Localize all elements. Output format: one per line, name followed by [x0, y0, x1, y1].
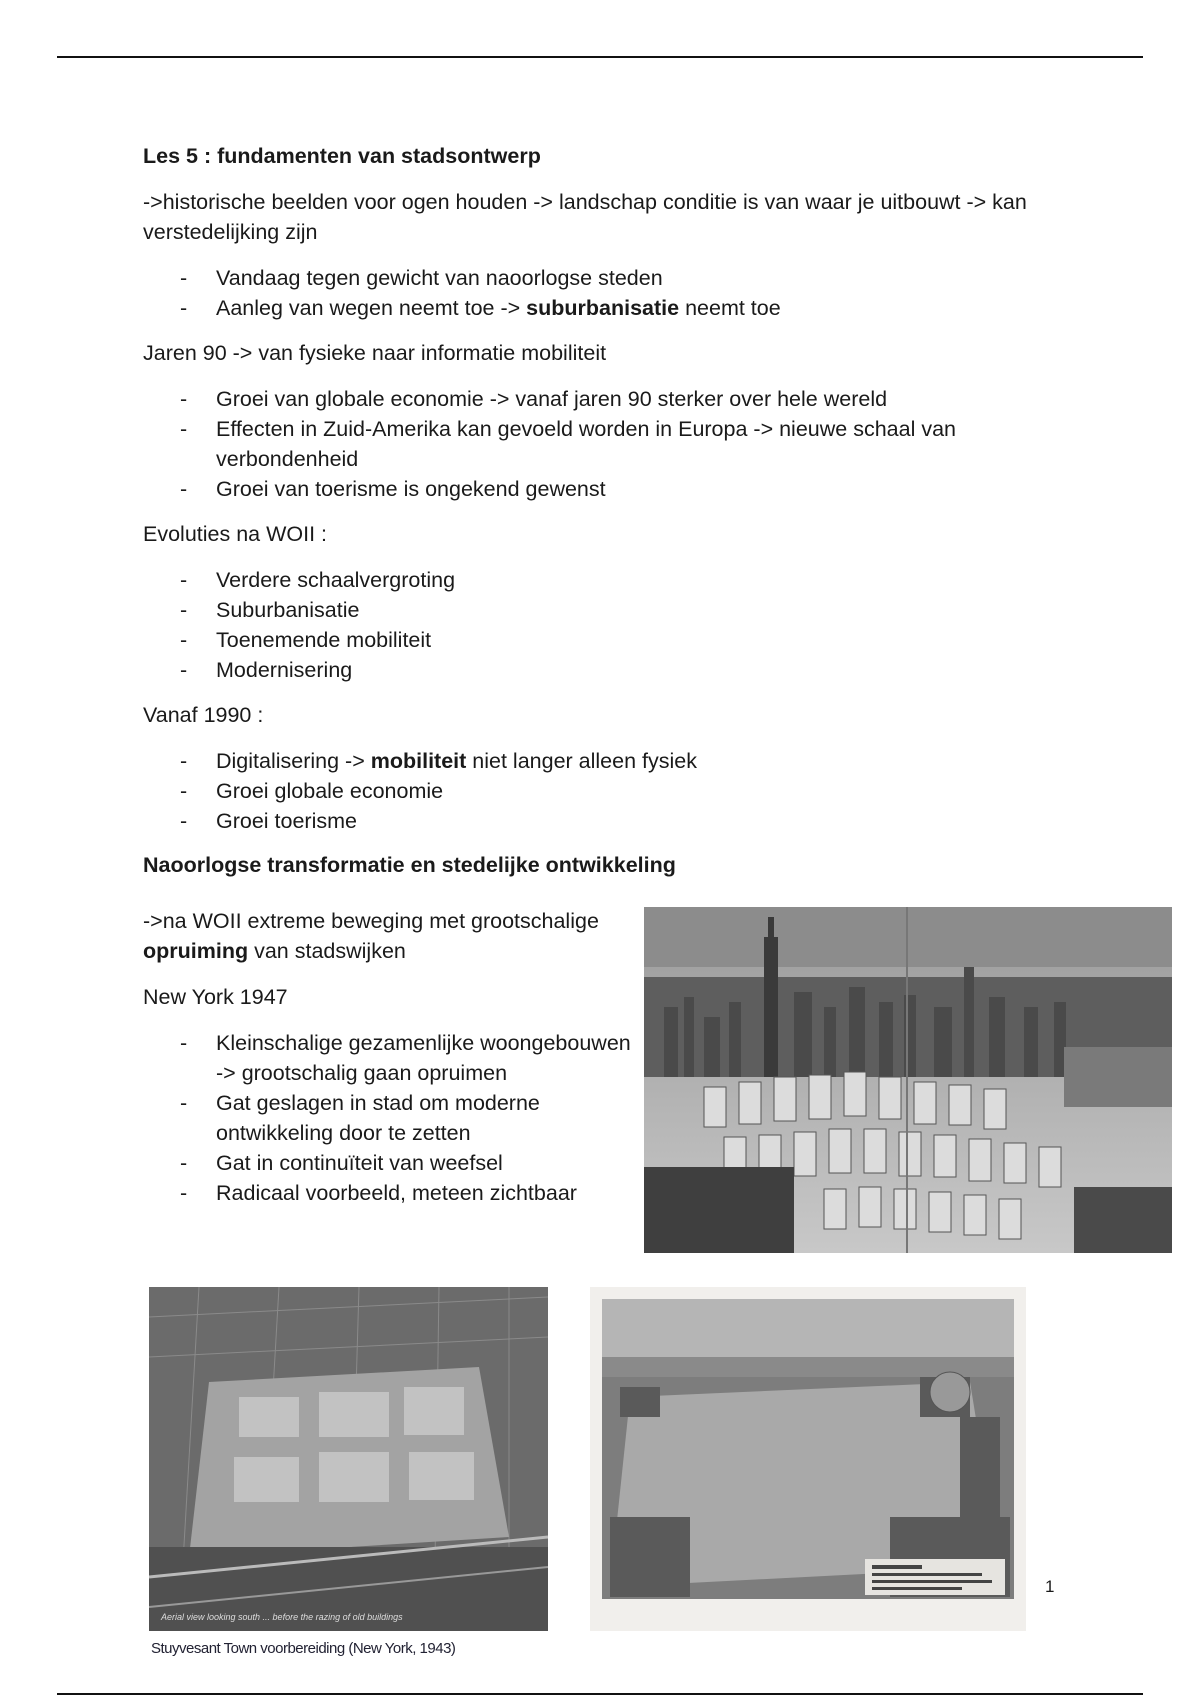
list-item: - Verdere schaalvergroting [143, 565, 1073, 595]
list-item: - Toenemende mobiliteit [143, 625, 1073, 655]
bold-term: suburbanisatie [526, 296, 680, 320]
list-item: - Groei globale economie [143, 776, 1073, 806]
list-item: - Digitalisering -> mobiliteit niet langer alleen fysiek [143, 746, 1073, 776]
stuyvesant-aerial-photo [590, 1287, 1026, 1631]
jaren90-paragraph: Jaren 90 -> van fysieke naar informatie mobiliteit [143, 341, 607, 365]
bold-term: mobiliteit [370, 749, 467, 773]
list-3 [143, 565, 1073, 685]
page-title: Les 5 : fundamenten van stadsontwerp [143, 144, 541, 168]
header-rule [57, 56, 1143, 58]
photo-inline-caption: Aerial view looking south ... before the razing of old buildings [161, 1612, 403, 1622]
list-4 [143, 746, 1073, 836]
list-1 [143, 263, 1073, 323]
intro-paragraph: ->historische beelden voor ogen houden -> landschap conditie is van waar je uitbouwt -> kan verstedelijking zijn [143, 190, 1027, 244]
vanaf1990-heading: Vanaf 1990 : [143, 703, 264, 727]
text-block-top [143, 141, 1073, 880]
list-5 [143, 1028, 633, 1208]
list-item: - Gat in continuïteit van weefsel [143, 1148, 633, 1178]
cleared-site-aerial-photo [149, 1287, 548, 1631]
list-item: - Groei van toerisme is ongekend gewenst [143, 474, 1073, 504]
newyork-heading: New York 1947 [143, 985, 288, 1009]
list-item: - Groei van globale economie -> vanaf jaren 90 sterker over hele wereld [143, 384, 1073, 414]
list-item: - Groei toerisme [143, 806, 1073, 836]
page-number: 1 [1045, 1577, 1055, 1596]
list-item: - Aanleg van wegen neemt toe -> suburbanisatie neemt toe [143, 293, 1073, 323]
evoluties-heading: Evoluties na WOII : [143, 522, 328, 546]
list-item: - Modernisering [143, 655, 1073, 685]
manhattan-aerial-photo [644, 907, 1172, 1253]
text-block-left [143, 906, 633, 1208]
bold-term: opruiming [143, 939, 249, 963]
list-2 [143, 384, 1073, 504]
list-item: - Suburbanisatie [143, 595, 1073, 625]
list-item: - Kleinschalige gezamenlijke woongebouwen -> grootschalig gaan opruimen [143, 1028, 633, 1088]
list-item: - Gat geslagen in stad om moderne ontwikkeling door te zetten [143, 1088, 633, 1148]
list-item: - Vandaag tegen gewicht van naoorlogse steden [143, 263, 1073, 293]
list-item: - Radicaal voorbeeld, meteen zichtbaar [143, 1178, 633, 1208]
woii-paragraph: ->na WOII extreme beweging met grootschalige opruiming van stadswijken [143, 909, 599, 963]
photo-caption: Stuyvesant Town voorbereiding (New York, 1943) [151, 1640, 456, 1657]
section-heading: Naoorlogse transformatie en stedelijke ontwikkeling [143, 853, 676, 877]
footer-rule [57, 1693, 1143, 1695]
list-item: - Effecten in Zuid-Amerika kan gevoeld worden in Europa -> nieuwe schaal van verbondenheid [143, 414, 1073, 474]
